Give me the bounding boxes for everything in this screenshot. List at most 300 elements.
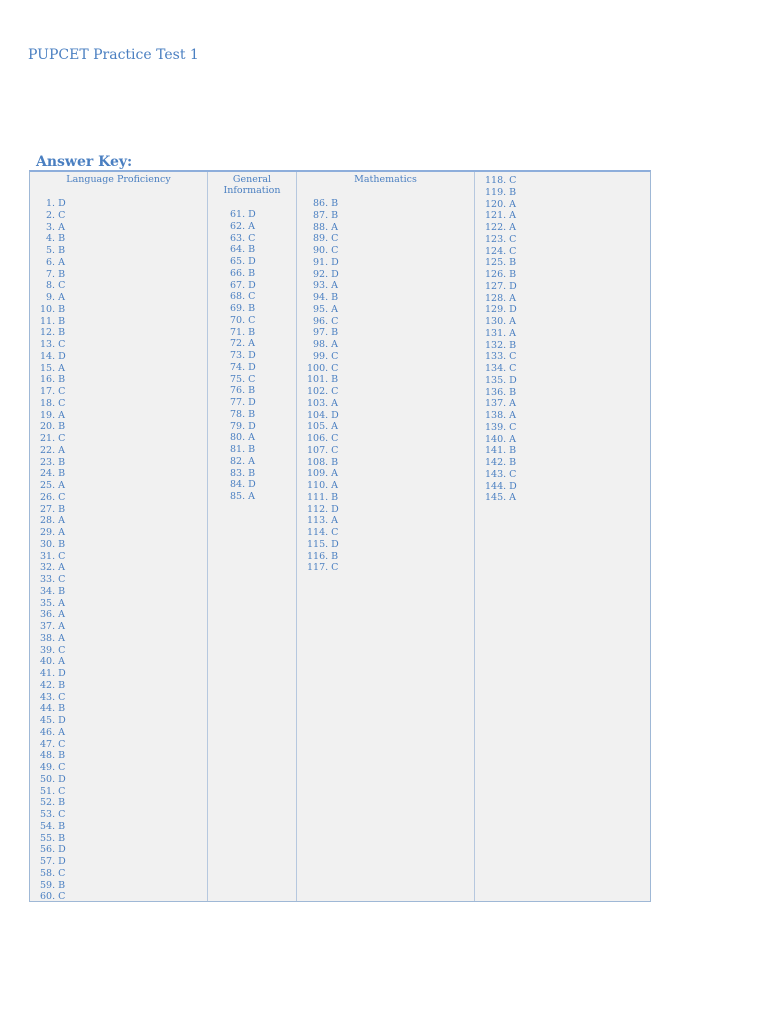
- answer-row: [475, 246, 651, 258]
- answer-row: [297, 363, 474, 375]
- answer-text: 18. C: [40, 397, 66, 409]
- answer-row: [297, 316, 474, 328]
- answer-text: 96. C: [313, 315, 339, 327]
- answer-text: 11. B: [40, 315, 66, 327]
- answer-row: [475, 375, 651, 387]
- answer-text: 80. A: [230, 432, 255, 444]
- answer-text: 40. A: [40, 656, 65, 668]
- answer-text: 124. C: [485, 245, 517, 257]
- answer-row: [208, 409, 296, 421]
- answer-text: 47. C: [40, 738, 66, 750]
- answer-row: [297, 410, 474, 422]
- answer-text: 5. B: [46, 245, 66, 256]
- answer-text: 71. B: [230, 326, 256, 338]
- answer-row: [475, 422, 651, 434]
- answer-row: [475, 469, 651, 481]
- answer-text: 113. A: [307, 515, 339, 527]
- answer-row: [30, 398, 207, 410]
- answer-row: [30, 727, 207, 739]
- answer-row: [208, 233, 296, 245]
- answer-row: [30, 539, 207, 551]
- answer-text: 69. B: [230, 303, 256, 314]
- answer-text: 72. A: [230, 338, 255, 350]
- answer-row: [30, 480, 207, 492]
- answer-text: 51. C: [40, 785, 66, 797]
- answer-text: 10. B: [40, 303, 66, 315]
- answer-row: [30, 586, 207, 598]
- answer-text: 46. A: [40, 726, 65, 738]
- answer-row: [297, 457, 474, 469]
- answer-text: 112. D: [307, 503, 339, 515]
- answer-row: [297, 339, 474, 351]
- answer-row: [30, 327, 207, 339]
- answer-text: 133. C: [485, 351, 517, 363]
- answer-text: 45. D: [40, 715, 66, 726]
- answer-row: [208, 221, 296, 233]
- answer-row: [208, 315, 296, 327]
- answer-row: [30, 410, 207, 422]
- answer-row: [30, 233, 207, 245]
- answer-row: [297, 257, 474, 269]
- answer-text: 30. B: [40, 538, 66, 550]
- answer-text: 2. C: [46, 209, 66, 221]
- answer-text: 53. C: [40, 809, 66, 820]
- answer-text: 8. C: [46, 280, 66, 292]
- answer-row: [30, 668, 207, 680]
- answer-text: 41. D: [40, 668, 66, 679]
- answer-row: [208, 280, 296, 292]
- answer-row: [208, 421, 296, 433]
- answer-text: 55. B: [40, 832, 66, 844]
- answer-text: 57. D: [40, 856, 66, 867]
- answer-text: 119. B: [485, 186, 517, 198]
- answer-text: 37. A: [40, 621, 65, 632]
- answer-text: 44. B: [40, 703, 66, 715]
- answer-text: 114. C: [307, 527, 339, 538]
- answer-text: 120. A: [485, 198, 517, 210]
- answer-text: 91. D: [313, 256, 339, 268]
- answer-text: 132. B: [485, 339, 517, 351]
- answer-text: 101. B: [307, 374, 339, 386]
- answer-text: 111. B: [307, 491, 339, 503]
- answer-text: 61. D: [230, 209, 256, 220]
- answer-row: [297, 527, 474, 539]
- answer-text: 6. A: [46, 256, 65, 268]
- answer-row: [30, 821, 207, 833]
- answer-row: [30, 269, 207, 281]
- answer-text: 35. A: [40, 597, 65, 609]
- answer-row: [475, 222, 651, 234]
- answer-row: [297, 351, 474, 363]
- column-mathematics: [297, 172, 475, 901]
- answer-text: 54. B: [40, 820, 66, 832]
- answer-text: 107. C: [307, 444, 339, 456]
- answer-row: [30, 515, 207, 527]
- answer-text: 131. A: [485, 327, 517, 339]
- answer-row: [30, 421, 207, 433]
- answer-row: [297, 398, 474, 410]
- answer-row: [297, 539, 474, 551]
- answer-row: [30, 703, 207, 715]
- answer-row: [30, 750, 207, 762]
- answer-text: 68. C: [230, 291, 256, 303]
- answer-text: 58. C: [40, 867, 66, 879]
- answer-row: [30, 210, 207, 222]
- answer-text: 12. B: [40, 327, 66, 339]
- answer-text: 92. D: [313, 268, 339, 280]
- answer-row: [475, 340, 651, 352]
- answer-row: [297, 551, 474, 563]
- answer-key-table: [29, 170, 651, 902]
- answer-row: [297, 327, 474, 339]
- answer-row: [30, 363, 207, 375]
- answer-row: [475, 492, 651, 504]
- answer-text: 56. D: [40, 844, 66, 856]
- answer-text: 137. A: [485, 398, 517, 410]
- answer-text: 126. B: [485, 269, 517, 280]
- answer-row: [30, 445, 207, 457]
- answer-row: [208, 362, 296, 374]
- answer-row: [30, 386, 207, 398]
- answer-text: 79. D: [230, 420, 256, 432]
- answer-text: 85. A: [230, 491, 255, 502]
- answer-row: [475, 410, 651, 422]
- answer-text: 78. B: [230, 408, 256, 420]
- answer-text: 109. A: [307, 468, 339, 480]
- column-header: Mathematics: [354, 174, 417, 185]
- answer-text: 105. A: [307, 421, 339, 433]
- answer-text: 121. A: [485, 210, 517, 222]
- answer-text: 144. D: [485, 480, 517, 492]
- answer-text: 90. C: [313, 245, 339, 256]
- answer-row: [475, 293, 651, 305]
- answer-row: [30, 304, 207, 316]
- answer-row: [30, 504, 207, 516]
- answer-row: [297, 433, 474, 445]
- answer-row: [30, 833, 207, 845]
- answer-row: [475, 387, 651, 399]
- answer-row: [475, 434, 651, 446]
- answer-row: [475, 351, 651, 363]
- answer-row: [297, 386, 474, 398]
- answer-row: [30, 316, 207, 328]
- answer-text: 77. D: [230, 397, 256, 408]
- answer-text: 33. C: [40, 574, 66, 585]
- answer-row: [297, 269, 474, 281]
- answer-row: [297, 492, 474, 504]
- answer-row: [475, 363, 651, 375]
- answer-text: 140. A: [485, 433, 517, 445]
- answer-text: 87. B: [313, 209, 339, 221]
- answer-text: 135. D: [485, 374, 517, 386]
- column-continued: [475, 172, 651, 901]
- answer-text: 97. B: [313, 327, 339, 339]
- answer-row: [297, 445, 474, 457]
- answer-text: 17. C: [40, 386, 66, 397]
- answer-text: 139. C: [485, 421, 517, 433]
- answer-row: [30, 457, 207, 469]
- answer-row: [475, 304, 651, 316]
- answer-row: [208, 350, 296, 362]
- answer-row: [475, 316, 651, 328]
- answer-row: [208, 327, 296, 339]
- answer-row: [208, 244, 296, 256]
- answer-text: 52. B: [40, 797, 66, 809]
- answer-row: [475, 175, 651, 187]
- answer-text: 83. B: [230, 467, 256, 479]
- answer-row: [30, 797, 207, 809]
- answer-row: [208, 456, 296, 468]
- answer-row: [30, 222, 207, 234]
- answer-row: [208, 479, 296, 491]
- answer-text: 74. D: [230, 361, 256, 373]
- answer-row: [30, 598, 207, 610]
- answer-text: 81. B: [230, 444, 256, 455]
- answer-text: 145. A: [485, 492, 517, 504]
- answer-row: [30, 645, 207, 657]
- answer-row: [30, 551, 207, 563]
- answer-row: [297, 210, 474, 222]
- answer-row: [208, 385, 296, 397]
- answer-text: 14. D: [40, 350, 66, 362]
- answer-row: [475, 281, 651, 293]
- answer-text: 65. D: [230, 256, 256, 267]
- answer-row: [208, 291, 296, 303]
- answer-row: [30, 351, 207, 363]
- answer-row: [30, 292, 207, 304]
- column-header: Language Proficiency: [66, 174, 171, 185]
- answer-row: [297, 304, 474, 316]
- answer-row: [30, 492, 207, 504]
- answer-text: 63. C: [230, 232, 256, 244]
- answer-text: 142. B: [485, 457, 517, 468]
- answer-row: [208, 268, 296, 280]
- answer-row: [30, 621, 207, 633]
- answer-text: 26. C: [40, 491, 66, 503]
- answer-text: 93. A: [313, 280, 338, 292]
- answer-text: 64. B: [230, 244, 256, 256]
- answer-row: [30, 692, 207, 704]
- answer-text: 76. B: [230, 385, 256, 397]
- answer-text: 66. B: [230, 267, 256, 279]
- answer-row: [475, 398, 651, 410]
- answer-text: 49. C: [40, 762, 66, 773]
- answer-row: [30, 339, 207, 351]
- answer-row: [297, 480, 474, 492]
- answer-row: [475, 269, 651, 281]
- answer-row: [297, 292, 474, 304]
- answer-text: 20. B: [40, 421, 66, 433]
- answer-row: [475, 187, 651, 199]
- answer-row: [208, 397, 296, 409]
- answer-row: [30, 656, 207, 668]
- answer-row: [297, 421, 474, 433]
- answer-text: 95. A: [313, 303, 338, 315]
- answer-text: 28. A: [40, 515, 65, 527]
- answer-text: 118. C: [485, 175, 517, 186]
- answer-row: [30, 739, 207, 751]
- answer-row: [30, 786, 207, 798]
- answer-text: 4. B: [46, 233, 66, 245]
- answer-text: 67. D: [230, 279, 256, 291]
- answer-row: [30, 433, 207, 445]
- answer-text: 34. B: [40, 585, 66, 597]
- answer-row: [30, 809, 207, 821]
- answer-text: 59. B: [40, 879, 66, 891]
- answer-row: [30, 880, 207, 892]
- answer-text: 43. C: [40, 691, 66, 703]
- answer-row: [30, 891, 207, 903]
- answer-text: 103. A: [307, 397, 339, 409]
- answer-text: 143. C: [485, 468, 517, 480]
- answer-text: 138. A: [485, 410, 517, 421]
- answer-text: 98. A: [313, 339, 338, 350]
- answer-row: [208, 303, 296, 315]
- answer-row: [30, 574, 207, 586]
- answer-text: 70. C: [230, 314, 256, 326]
- answer-row: [208, 468, 296, 480]
- answer-row: [208, 256, 296, 268]
- answer-text: 73. D: [230, 350, 256, 361]
- answer-text: 22. A: [40, 444, 65, 456]
- answer-text: 129. D: [485, 304, 517, 316]
- answer-row: [30, 856, 207, 868]
- answer-row: [208, 374, 296, 386]
- answer-row: [30, 844, 207, 856]
- answer-text: 88. A: [313, 221, 338, 233]
- answer-text: 16. B: [40, 374, 66, 386]
- answer-row: [30, 245, 207, 257]
- answer-text: 50. D: [40, 773, 66, 785]
- answer-row: [30, 680, 207, 692]
- answer-row: [475, 199, 651, 211]
- answer-row: [297, 233, 474, 245]
- answer-text: 3. A: [46, 221, 65, 233]
- answer-text: 108. B: [307, 456, 339, 468]
- answer-text: 141. B: [485, 445, 517, 457]
- answer-row: [30, 468, 207, 480]
- answer-row: [30, 374, 207, 386]
- answer-row: [208, 444, 296, 456]
- answer-row: [475, 257, 651, 269]
- column-general-information: [208, 172, 297, 901]
- answer-row: [208, 209, 296, 221]
- answer-text: 127. D: [485, 280, 517, 292]
- answer-text: 31. C: [40, 550, 66, 562]
- answer-text: 123. C: [485, 233, 517, 245]
- answer-text: 15. A: [40, 362, 65, 374]
- answer-text: 36. A: [40, 609, 65, 621]
- answer-text: 60. C: [40, 891, 66, 903]
- answer-text: 116. B: [307, 550, 339, 562]
- answer-text: 1. D: [46, 198, 66, 209]
- answer-row: [297, 515, 474, 527]
- answer-row: [208, 432, 296, 444]
- answer-text: 29. A: [40, 527, 65, 538]
- answer-row: [297, 504, 474, 516]
- answer-text: 102. C: [307, 386, 339, 397]
- answer-text: 99. C: [313, 350, 339, 362]
- answer-text: 94. B: [313, 292, 339, 303]
- document-title: PUPCET Practice Test 1: [28, 47, 199, 63]
- answer-text: 125. B: [485, 257, 517, 269]
- answer-text: 110. A: [307, 480, 339, 491]
- answer-row: [297, 198, 474, 210]
- answer-text: 106. C: [307, 433, 339, 444]
- answer-row: [30, 609, 207, 621]
- answer-row: [208, 491, 296, 503]
- answer-text: 115. D: [307, 538, 339, 550]
- answer-row: [208, 338, 296, 350]
- answer-row: [30, 198, 207, 210]
- answer-row: [297, 222, 474, 234]
- answer-text: 27. B: [40, 503, 66, 515]
- answer-text: 122. A: [485, 222, 517, 233]
- answer-row: [30, 562, 207, 574]
- answer-text: 117. C: [307, 562, 339, 574]
- column-header: General Information: [223, 174, 281, 196]
- answer-text: 39. C: [40, 644, 66, 656]
- answer-text: 75. C: [230, 373, 256, 385]
- answer-text: 19. A: [40, 409, 65, 421]
- answer-row: [475, 445, 651, 457]
- answer-row: [30, 762, 207, 774]
- answer-text: 24. B: [40, 468, 66, 480]
- answer-row: [475, 328, 651, 340]
- answer-text: 23. B: [40, 456, 66, 468]
- answer-text: 62. A: [230, 220, 255, 232]
- answer-text: 128. A: [485, 292, 517, 304]
- answer-text: 84. D: [230, 479, 256, 491]
- answer-row: [475, 234, 651, 246]
- answer-row: [475, 210, 651, 222]
- answer-row: [30, 633, 207, 645]
- answer-row: [475, 481, 651, 493]
- answer-text: 25. A: [40, 480, 65, 491]
- answer-text: 104. D: [307, 409, 339, 421]
- answer-row: [297, 280, 474, 292]
- answer-text: 21. C: [40, 433, 66, 444]
- answer-text: 38. A: [40, 632, 65, 644]
- answer-text: 7. B: [46, 268, 66, 280]
- answer-text: 89. C: [313, 233, 339, 245]
- answer-text: 86. B: [313, 198, 339, 209]
- answer-text: 9. A: [46, 292, 65, 303]
- answer-row: [297, 562, 474, 574]
- answer-text: 100. C: [307, 362, 339, 374]
- answer-text: 130. A: [485, 316, 517, 327]
- answer-text: 134. C: [485, 363, 517, 374]
- answer-row: [30, 868, 207, 880]
- answer-row: [297, 374, 474, 386]
- answer-row: [30, 527, 207, 539]
- answer-text: 48. B: [40, 750, 66, 762]
- answer-text: 42. B: [40, 679, 66, 691]
- answer-text: 82. A: [230, 455, 255, 467]
- answer-row: [297, 245, 474, 257]
- answer-row: [30, 715, 207, 727]
- answer-row: [30, 280, 207, 292]
- answer-text: 136. B: [485, 386, 517, 398]
- answer-key-heading: Answer Key:: [36, 154, 133, 170]
- answer-row: [475, 457, 651, 469]
- answer-text: 13. C: [40, 339, 66, 350]
- answer-text: 32. A: [40, 562, 65, 574]
- column-language-proficiency: [30, 172, 208, 901]
- answer-row: [297, 468, 474, 480]
- answer-row: [30, 257, 207, 269]
- answer-row: [30, 774, 207, 786]
